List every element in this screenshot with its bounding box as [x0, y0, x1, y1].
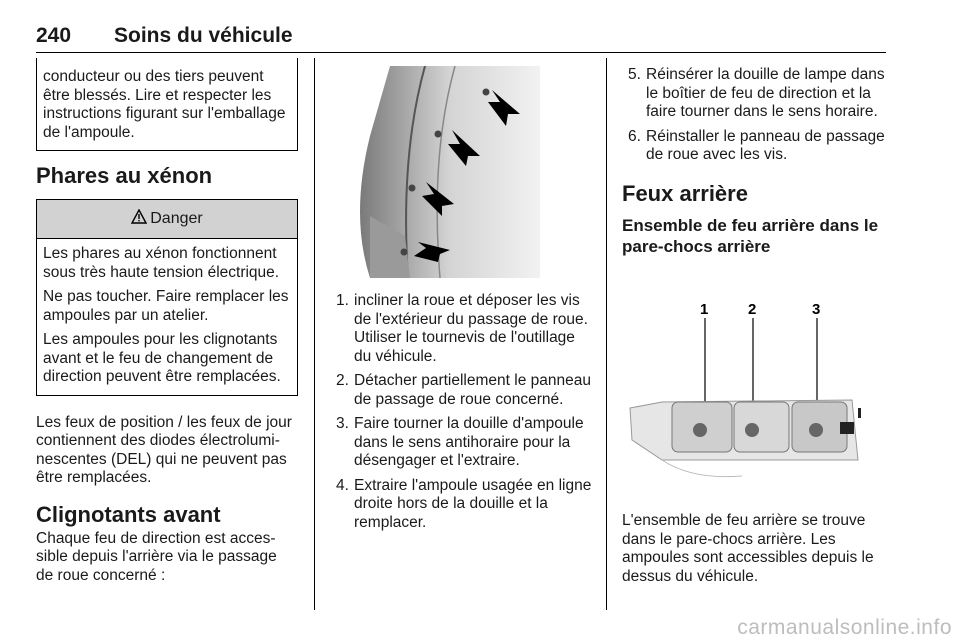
danger-paragraph: Ne pas toucher. Faire remplacer les ampoules par un atelier. [43, 288, 289, 324]
danger-body [37, 239, 297, 395]
heading-front-indicators: Clignotants avant [36, 501, 221, 527]
column-left [36, 58, 298, 585]
list-item: 2. Détacher partiellement le panneau de passage de roue concerné. [336, 372, 591, 408]
front-indicators-paragraph: Chaque feu de direction est accessible depuis l'arrière via le passage de roue concerné : [36, 529, 277, 584]
list-item: 1. incliner la roue et déposer les vis de l'extérieur du passage de roue. Utiliser le tournevis de l'outillage du véhicule. [336, 292, 588, 365]
column-middle [330, 292, 592, 538]
callout-2: 2 [748, 301, 757, 318]
callout-1: 1 [700, 301, 709, 318]
subheading-rear-bumper: Ensemble de feu arrière dans le pare-chocs arrière [622, 215, 879, 256]
warning-continuation-text: conducteur ou des tiers peuvent être blessés. Lire et respecter les instructions figurant sur l'emballage de l'ampoule. [43, 68, 286, 141]
callout-3: 3 [812, 301, 821, 318]
rear-light-paragraph: L'ensemble de feu arrière se trouve dans le pare-chocs arrière. Les ampoules sont accessibles depuis le dessus du véhicule. [622, 512, 874, 585]
watermark: carmanualsonline.info [737, 616, 952, 639]
warning-continuation-box [36, 58, 298, 151]
column-divider-2 [606, 58, 607, 610]
rear-light-text-block [622, 512, 886, 586]
wheel-arch-figure [330, 66, 592, 278]
steps-list-1-4 [330, 292, 592, 532]
page-header [36, 22, 886, 53]
list-item: 3. Faire tourner la douille d'ampoule dans le sens antihoraire pour la désengager et l'extraire. [336, 415, 584, 469]
danger-label: Danger [150, 210, 203, 227]
section-title: Soins du véhicule [114, 24, 293, 47]
page-number: 240 [36, 24, 72, 47]
list-item: 6. Réinstaller le panneau de passage de roue avec les vis. [628, 127, 885, 163]
heading-rear-lights: Feux arrière [622, 180, 748, 206]
warning-triangle-icon [131, 209, 147, 229]
led-paragraph: Les feux de position / les feux de jour contiennent des diodes électroluminescentes (DEL) qui ne peuvent pas être remplacées. [36, 413, 292, 486]
danger-paragraph: Les ampoules pour les clignotants avant et le feu de changement de direction peuvent être remplacées. [43, 331, 281, 385]
list-item: 4. Extraire l'ampoule usagée en ligne droite hors de la douille et la remplacer. [336, 476, 592, 531]
heading-xenon: Phares au xénon [36, 163, 213, 188]
rear-light-figure [622, 290, 884, 496]
danger-header [37, 200, 297, 239]
column-divider-1 [314, 58, 315, 610]
steps-list-5-6 [622, 66, 886, 165]
danger-paragraph: Les phares au xénon fonctionnent sous très haute tension électrique. [43, 245, 280, 281]
danger-box [36, 199, 298, 396]
list-item: 5. Réinsérer la douille de lampe dans le boîtier de feu de direction et la faire tourner dans le sens horaire. [628, 66, 885, 120]
column-right [622, 66, 886, 257]
